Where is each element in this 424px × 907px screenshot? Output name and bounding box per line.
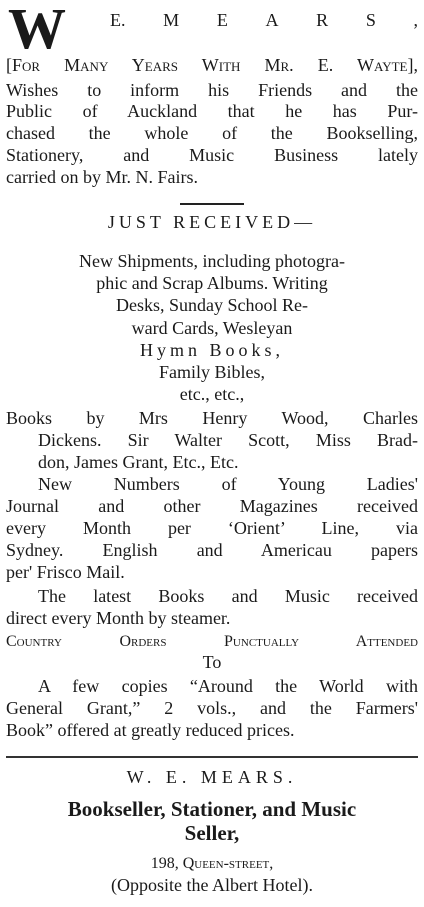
items-line: New Shipments, including photogra- [79, 251, 345, 271]
heading-letter: R [316, 10, 329, 30]
magazines-line: Journal and other Magazines received [6, 496, 418, 516]
intro-line: [For Many Years With Mr. E. Wayte], [6, 55, 418, 75]
copies-line: A few copies “Around the World with [38, 676, 418, 696]
heading-letter: A [265, 10, 279, 30]
country-orders-line: Country Orders Punctually Attended [6, 633, 418, 650]
heading-letter: M [163, 10, 180, 30]
books-line: don, James Grant, Etc., Etc. [38, 452, 239, 472]
items-line: Hymn Books, [139, 340, 284, 360]
items-line: phic and Scrap Albums. Writing [96, 273, 328, 293]
country-orders-line: To [202, 652, 222, 672]
footer-title: Bookseller, Stationer, and Music [67, 797, 357, 821]
heading-initial: W [8, 0, 66, 61]
intro-line: carried on by Mr. N. Fairs. [6, 167, 198, 187]
heading-letter: S [365, 10, 376, 30]
section-rule [180, 203, 244, 205]
latest-line: direct every Month by steamer. [6, 608, 231, 628]
magazines-line: New Numbers of Young Ladies' [38, 474, 418, 494]
books-line: Books by Mrs Henry Wood, Charles [6, 408, 418, 428]
footer-title: Seller, [184, 821, 240, 845]
advert-heading [6, 0, 418, 61]
magazines-line: per' Frisco Mail. [6, 562, 125, 582]
copies-line: General Grant,” 2 vols., and the Farmers' [6, 698, 418, 718]
footer-address: 198, Queen-street, [150, 855, 274, 872]
just-received-heading: JUST RECEIVED— [107, 212, 317, 232]
intro-line: Wishes to inform his Friends and the [6, 80, 418, 100]
heading-spaced-name [110, 10, 418, 31]
books-line: Dickens. Sir Walter Scott, Miss Brad- [38, 430, 418, 450]
items-line: ward Cards, Wesleyan [131, 318, 293, 338]
magazines-line: Sydney. English and Americau papers [6, 540, 418, 560]
footer-address: (Opposite the Albert Hotel). [111, 875, 313, 895]
intro-line: Stationery, and Music Business lately [6, 145, 418, 165]
items-line: Family Bibles, [158, 362, 265, 382]
intro-line: Public of Auckland that he has Pur- [6, 101, 418, 121]
magazines-line: every Month per ‘Orient’ Line, via [6, 518, 418, 538]
heading-letter: , [413, 10, 418, 30]
footer-name: W. E. MEARS. [126, 767, 298, 787]
section-rule [6, 756, 418, 758]
latest-line: The latest Books and Music received [38, 586, 418, 606]
intro-line: chased the whole of the Bookselling, [6, 123, 418, 143]
heading-letter: E [216, 10, 228, 30]
copies-line: Book” offered at greatly reduced prices. [6, 720, 295, 740]
heading-letter: E. [110, 10, 126, 30]
items-line: Desks, Sunday School Re- [116, 295, 308, 315]
items-line: etc., etc., [179, 384, 245, 404]
